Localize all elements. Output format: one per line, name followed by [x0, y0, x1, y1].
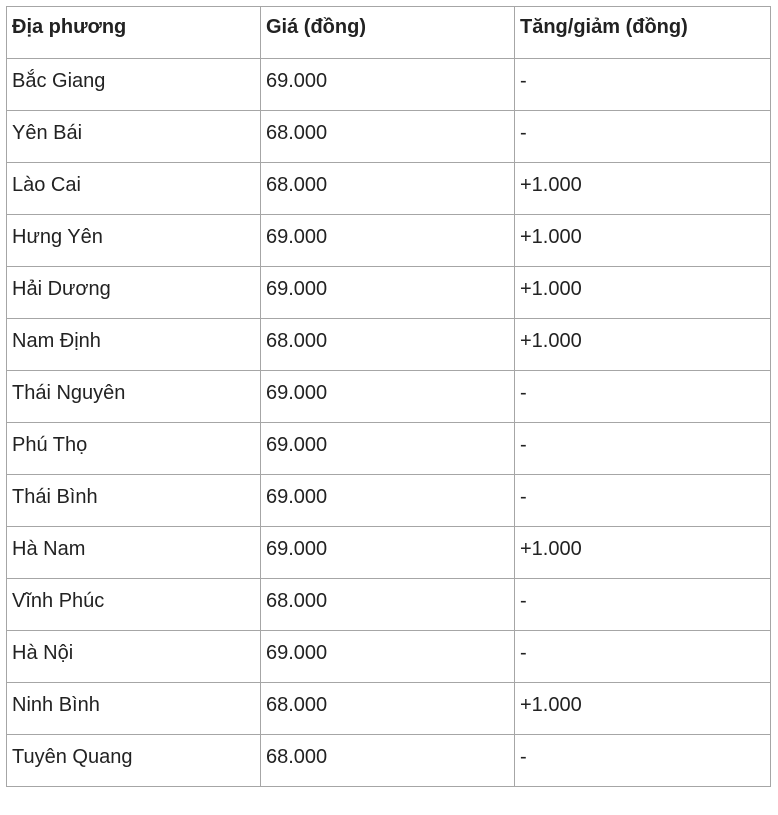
table-row [7, 423, 771, 475]
cell-change: - [515, 579, 771, 631]
table-row [7, 267, 771, 319]
cell-change: - [515, 371, 771, 423]
table-body [7, 59, 771, 787]
cell-price: 68.000 [261, 579, 515, 631]
cell-region: Lào Cai [7, 163, 261, 215]
cell-region: Hải Dương [7, 267, 261, 319]
cell-price: 69.000 [261, 423, 515, 475]
cell-change: +1.000 [515, 267, 771, 319]
table-row [7, 579, 771, 631]
table-row [7, 631, 771, 683]
cell-price: 69.000 [261, 475, 515, 527]
table-row [7, 163, 771, 215]
cell-change: +1.000 [515, 319, 771, 371]
cell-price: 69.000 [261, 371, 515, 423]
cell-price: 68.000 [261, 111, 515, 163]
table-row [7, 319, 771, 371]
cell-change: - [515, 59, 771, 111]
cell-change: +1.000 [515, 163, 771, 215]
cell-price: 68.000 [261, 683, 515, 735]
cell-change: - [515, 475, 771, 527]
cell-region: Ninh Bình [7, 683, 261, 735]
price-table [6, 6, 771, 787]
cell-region: Hà Nam [7, 527, 261, 579]
cell-price: 68.000 [261, 735, 515, 787]
cell-region: Thái Nguyên [7, 371, 261, 423]
cell-price: 69.000 [261, 59, 515, 111]
table-row [7, 683, 771, 735]
cell-change: - [515, 423, 771, 475]
table-row [7, 475, 771, 527]
cell-price: 68.000 [261, 163, 515, 215]
header-change: Tăng/giảm (đồng) [515, 7, 771, 59]
header-region: Địa phương [7, 7, 261, 59]
table-row [7, 735, 771, 787]
table-row [7, 371, 771, 423]
cell-price: 68.000 [261, 319, 515, 371]
table-row [7, 111, 771, 163]
header-price: Giá (đồng) [261, 7, 515, 59]
cell-region: Vĩnh Phúc [7, 579, 261, 631]
table-row [7, 215, 771, 267]
cell-price: 69.000 [261, 215, 515, 267]
cell-region: Thái Bình [7, 475, 261, 527]
cell-change: +1.000 [515, 527, 771, 579]
cell-change: +1.000 [515, 215, 771, 267]
header-row [7, 7, 771, 59]
cell-region: Tuyên Quang [7, 735, 261, 787]
cell-change: - [515, 111, 771, 163]
cell-price: 69.000 [261, 631, 515, 683]
table-row [7, 527, 771, 579]
cell-region: Bắc Giang [7, 59, 261, 111]
table-header [7, 7, 771, 59]
cell-change: - [515, 631, 771, 683]
cell-change: - [515, 735, 771, 787]
cell-region: Nam Định [7, 319, 261, 371]
price-table-container [6, 6, 771, 787]
cell-price: 69.000 [261, 527, 515, 579]
cell-change: +1.000 [515, 683, 771, 735]
cell-region: Yên Bái [7, 111, 261, 163]
cell-region: Hưng Yên [7, 215, 261, 267]
cell-region: Hà Nội [7, 631, 261, 683]
cell-region: Phú Thọ [7, 423, 261, 475]
table-row [7, 59, 771, 111]
cell-price: 69.000 [261, 267, 515, 319]
